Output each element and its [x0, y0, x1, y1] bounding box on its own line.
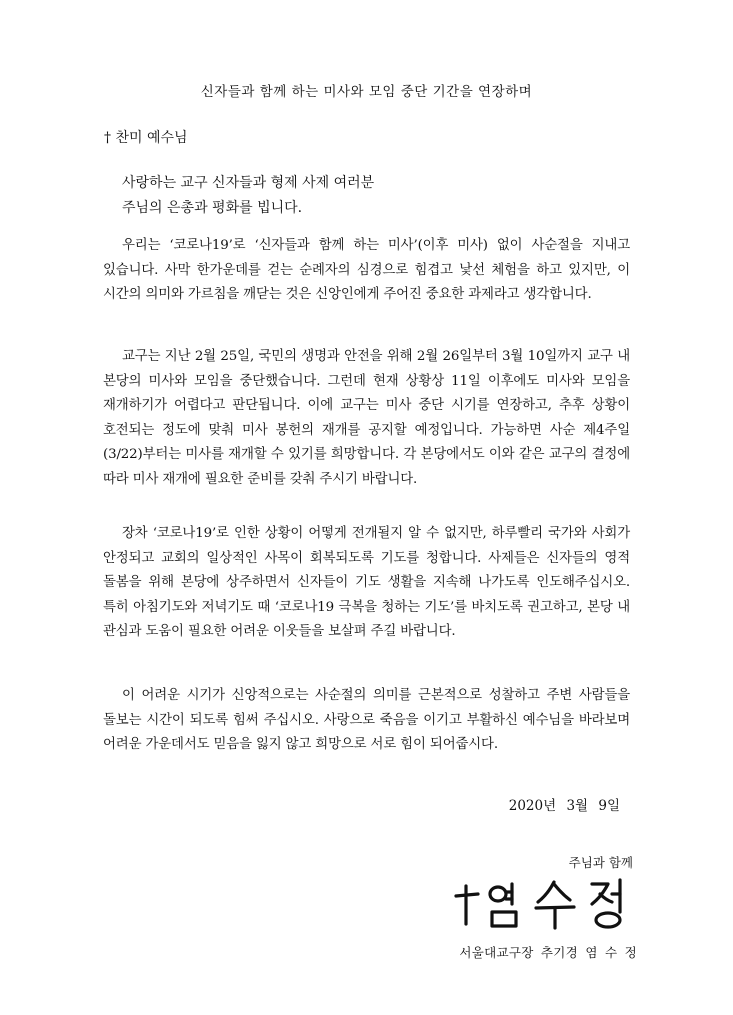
signature-stroke — [596, 913, 620, 927]
body-paragraph: 이 어려운 시기가 신앙적으로는 사순절의 의미를 근본적으로 성찰하고 주변 사람들을 돌보는 시간이 되도록 힘써 주십시오. 사랑으로 죽음을 이기고 부활하신 예수님을 바라보며 어려운 가운데서도 믿음을 잃지 않고 희망으로 서로 힘이 되어줍시다. — [103, 688, 630, 752]
blessing-line: 주님의 은총과 평화를 빕니다. — [122, 200, 303, 216]
closing-phrase: 주님과 함께 — [568, 855, 633, 870]
document-title: 신자들과 함께 하는 미사와 모임 중단 기간을 연장하며 — [200, 84, 533, 100]
signature-stroke — [492, 912, 516, 926]
signature-stroke — [554, 884, 570, 900]
letter-date: 2020년 3월 9일 — [508, 798, 620, 814]
body-paragraph: 교구는 지난 2월 25일, 국민의 생명과 안전을 위해 2월 26일부터 3월 10일까지 교구 내 본당의 미사와 모임을 중단했습니다. 그런데 현재 상황상 11일 이후에도 미사와 모임을 재개하기가 어렵다고 판단됩니다. 이에 교구는 미사 중단 시기를 연장하고, 추후 상황이 호전되는 정도에 맞춰 미사 봉헌의 재개를 공지할 예정입니다. 가능하면 사순 제4주일(3/22)부터는 미사를 재개할 수 있기를 희망합니다. 각 본당에서도 이와 같은 교구의 결정에 따라 미사 재개에 필요한 준비를 갖춰 주시기 바랍니다. — [103, 349, 630, 487]
body-paragraph: 장차 ‘코로나19’로 인한 상황이 어떻게 전개될지 알 수 없지만, 하루빨리 국가와 사회가 안정되고 교회의 일상적인 사목이 회복되도록 기도를 청합니다. 사제들은 신자들의 영적 돌봄을 위해 본당에 상주하면서 신자들이 기도 생활을 지속해 나가도록 인도해주십시오. 특히 아침기도와 저녁기도 때 ‘코로나19 극복을 청하는 기도’를 바치도록 권고하고, 본당 내 관심과 도움이 필요한 어려운 이웃들을 보살펴 주길 바랍니다. — [103, 526, 630, 639]
signature-stroke — [538, 882, 554, 902]
signer-name: 서울대교구장 추기경 염 수 정 — [459, 945, 637, 960]
signature-stroke — [600, 894, 612, 902]
signature-stroke — [490, 887, 506, 901]
body-paragraph: 우리는 ‘코로나19’로 ‘신자들과 함께 하는 미사’(이후 미사) 없이 사순절을 지내고 있습니다. 사막 한가운데를 걷는 순례자의 심경으로 힘겹고 낯선 체험을 하고 있지만, 이 시간의 의미와 가르침을 깨닫는 것은 신앙인에게 주어진 중요한 과제라고 생각합니다. — [103, 238, 630, 302]
signature-cross-stroke — [456, 894, 478, 896]
opening-greeting: † 찬미 예수님 — [104, 130, 188, 146]
handwritten-signature — [452, 872, 642, 934]
salutation-line: 사랑하는 교구 신자들과 형제 사제 여러분 — [122, 175, 375, 191]
